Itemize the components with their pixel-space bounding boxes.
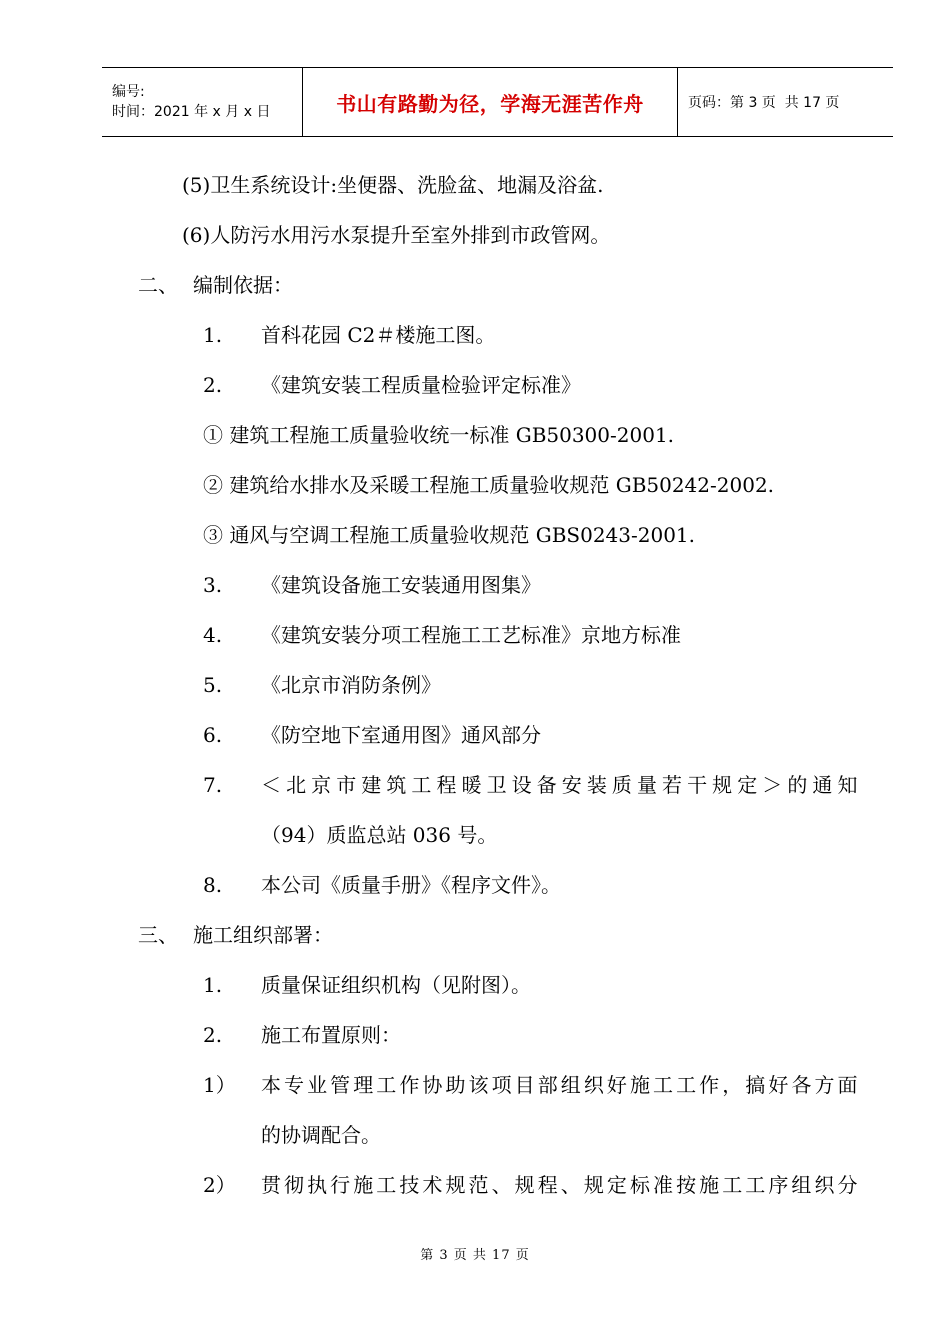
- item-text: 质量保证组织机构（见附图）。: [261, 973, 531, 997]
- item-number: 5.: [203, 673, 223, 697]
- sub-item: ② 建筑给水排水及采暖工程施工质量验收规范 GB50242-2002.: [203, 473, 775, 497]
- item-number: 2.: [203, 373, 223, 397]
- item-text: 《建筑安装分项工程施工工艺标准》京地方标准: [261, 623, 681, 647]
- item-number: 3.: [203, 573, 223, 597]
- item-number: 4.: [203, 623, 223, 647]
- time-label: 时间：2021 年 x 月 x 日: [112, 104, 271, 120]
- sub-item: ③ 通风与空调工程施工质量验收规范 GBS0243-2001.: [203, 523, 696, 547]
- item-text: 施工布置原则：: [261, 1023, 401, 1047]
- item-text: 《北京市消防条例》: [261, 673, 441, 697]
- header-page-label: 页码：第 3 页 共 17 页: [688, 95, 840, 111]
- section-number: 三、: [138, 923, 178, 947]
- item-number: 2.: [203, 1023, 223, 1047]
- section-number: 二、: [138, 273, 178, 297]
- item-text: 《建筑设备施工安装通用图集》: [261, 573, 541, 597]
- item-text: 本公司《质量手册》《程序文件》。: [261, 873, 561, 897]
- item-text: 《建筑安装工程质量检验评定标准》: [261, 373, 581, 397]
- section-title: 施工组织部署：: [193, 923, 333, 947]
- header-motto-cell: [303, 68, 678, 136]
- item-text: 本专业管理工作协助该项目部组织好施工工作，搞好各方面: [261, 1073, 859, 1097]
- item-text: 贯彻执行施工技术规范、规程、规定标准按施工工序组织分: [261, 1173, 859, 1197]
- body-line: (6)人防污水用污水泵提升至室外排到市政管网。: [182, 223, 611, 247]
- sub-item: ① 建筑工程施工质量验收统一标准 GB50300-2001.: [203, 423, 675, 447]
- item-number: 1.: [203, 323, 223, 347]
- item-number: 1.: [203, 973, 223, 997]
- item-text: ＜北京市建筑工程暖卫设备安装质量若干规定＞的通知: [261, 773, 859, 797]
- item-number: 1）: [203, 1073, 236, 1097]
- number-label: 编号:: [112, 84, 145, 100]
- item-number: 8.: [203, 873, 223, 897]
- header-page-cell: [678, 68, 893, 136]
- item-number: 7.: [203, 773, 223, 797]
- body-line: (5)卫生系统设计:坐便器、洗脸盆、地漏及浴盆.: [182, 173, 604, 197]
- header-meta-cell: [102, 68, 303, 136]
- page-footer: 第 3 页 共 17 页: [420, 1248, 530, 1263]
- header-motto: 书山有路勤为径，学海无涯苦作舟: [336, 91, 644, 116]
- section-title: 编制依据：: [193, 273, 293, 297]
- item-text: 首科花园 C2＃楼施工图。: [261, 323, 496, 347]
- item-text: 《防空地下室通用图》通风部分: [261, 723, 541, 747]
- item-text-continued: 的协调配合。: [261, 1123, 381, 1147]
- item-number: 2）: [203, 1173, 236, 1197]
- item-number: 6.: [203, 723, 223, 747]
- item-text-continued: （94）质监总站 036 号。: [261, 823, 498, 847]
- document-header: [102, 67, 893, 137]
